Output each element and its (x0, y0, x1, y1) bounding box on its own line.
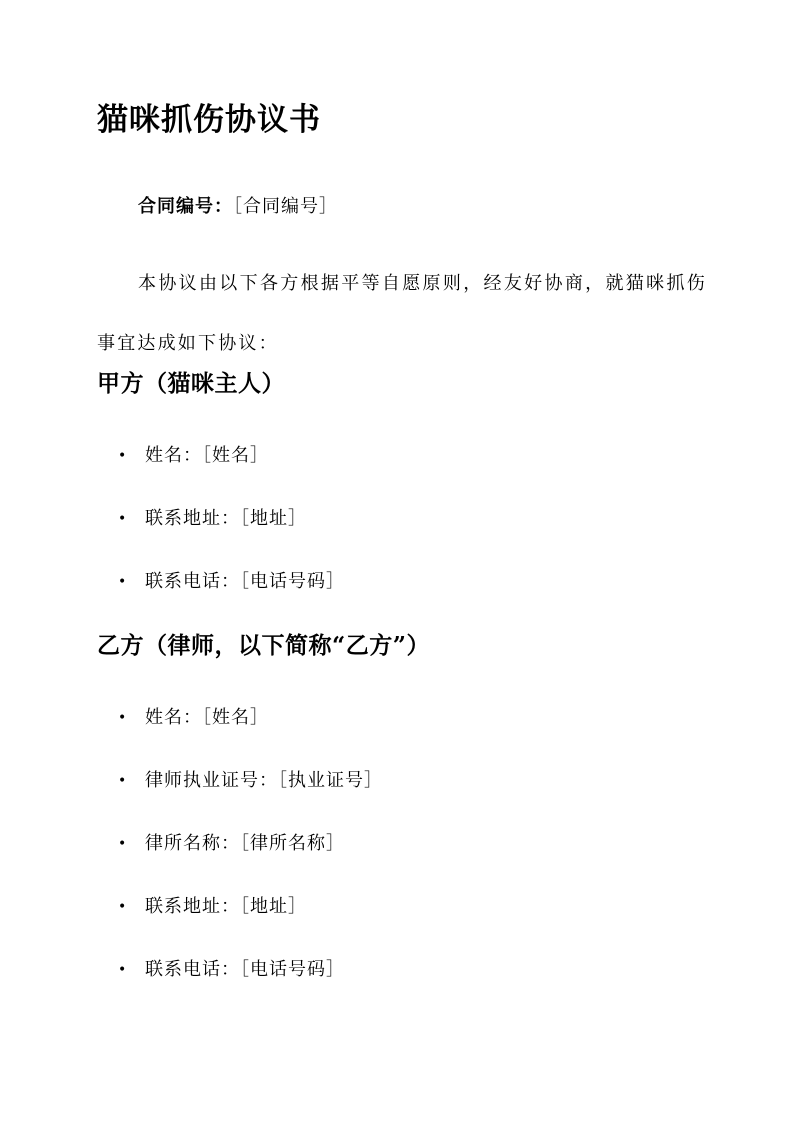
list-item (118, 956, 383, 1019)
list-item (118, 568, 345, 631)
contract-number-line (138, 193, 338, 221)
contract-number-label: 合同编号： (138, 196, 233, 217)
party-a-address-field: 联系地址：［地址］ (145, 508, 307, 529)
bullet: • (118, 962, 128, 978)
list-item (118, 893, 383, 956)
bullet: • (118, 773, 128, 789)
party-b-license-field: 律师执业证号：［执业证号］ (145, 770, 383, 791)
intro-paragraph: 本协议由以下各方根据平等自愿原则，经友好协商，就猫咪抓伤事宜达成如下协议： (97, 273, 707, 354)
bullet: • (118, 448, 128, 464)
party-b-phone-field: 联系电话：［电话号码］ (145, 959, 345, 980)
party-b-heading: 乙方（律师，以下简称“乙方”） (97, 632, 430, 659)
contract-number-value: ［合同编号］ (233, 196, 338, 217)
party-a-heading: 甲方（猫咪主人） (97, 370, 285, 397)
bullet: • (118, 710, 128, 726)
party-a-list (118, 442, 345, 631)
party-b-list (118, 704, 383, 1019)
bullet: • (118, 836, 128, 852)
document-title: 猫咪抓伤协议书 (97, 102, 321, 138)
party-b-firm-field: 律所名称：［律所名称］ (145, 833, 345, 854)
bullet: • (118, 899, 128, 915)
bullet: • (118, 511, 128, 527)
party-a-phone-field: 联系电话：［电话号码］ (145, 571, 345, 592)
list-item (118, 830, 383, 893)
party-b-name-field: 姓名：［姓名］ (145, 707, 269, 728)
party-a-name-field: 姓名：［姓名］ (145, 445, 269, 466)
list-item (118, 767, 383, 830)
party-b-address-field: 联系地址：［地址］ (145, 896, 307, 917)
bullet: • (118, 574, 128, 590)
list-item (118, 704, 383, 767)
list-item (118, 442, 345, 505)
list-item (118, 505, 345, 568)
